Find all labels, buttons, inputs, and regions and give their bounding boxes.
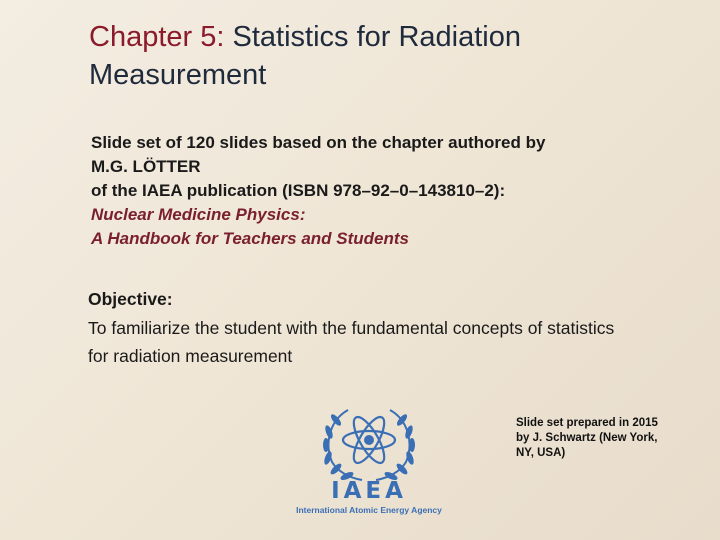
objective-block xyxy=(88,285,708,371)
iaea-logo-text: IAEA xyxy=(331,478,407,504)
credit-line-2: by J. Schwartz (New York, xyxy=(516,432,658,444)
book-title: Nuclear Medicine Physics: xyxy=(91,205,306,224)
chapter-number: Chapter 5: xyxy=(89,21,225,53)
slide-title xyxy=(89,18,689,94)
title-line-2: Measurement xyxy=(89,59,267,91)
credit-line-3: NY, USA) xyxy=(516,447,566,459)
author-name: M.G. LÖTTER xyxy=(91,157,201,176)
iaea-logo-subtitle: International Atomic Energy Agency xyxy=(296,505,442,515)
info-line-1: Slide set of 120 slides based on the chapter authored by xyxy=(91,133,546,152)
publication-line: of the IAEA publication (ISBN 978–92–0–143810–2): xyxy=(91,181,506,200)
slide-set-info xyxy=(91,131,691,251)
credit-note xyxy=(516,416,686,461)
credit-line-1: Slide set prepared in 2015 xyxy=(516,417,658,429)
objective-line-1: To familiarize the student with the fundamental concepts of statistics xyxy=(88,317,615,338)
objective-heading: Objective: xyxy=(88,289,173,309)
title-line-1: Statistics for Radiation xyxy=(232,21,521,53)
book-subtitle: A Handbook for Teachers and Students xyxy=(91,229,410,248)
objective-line-2: for radiation measurement xyxy=(88,346,293,366)
